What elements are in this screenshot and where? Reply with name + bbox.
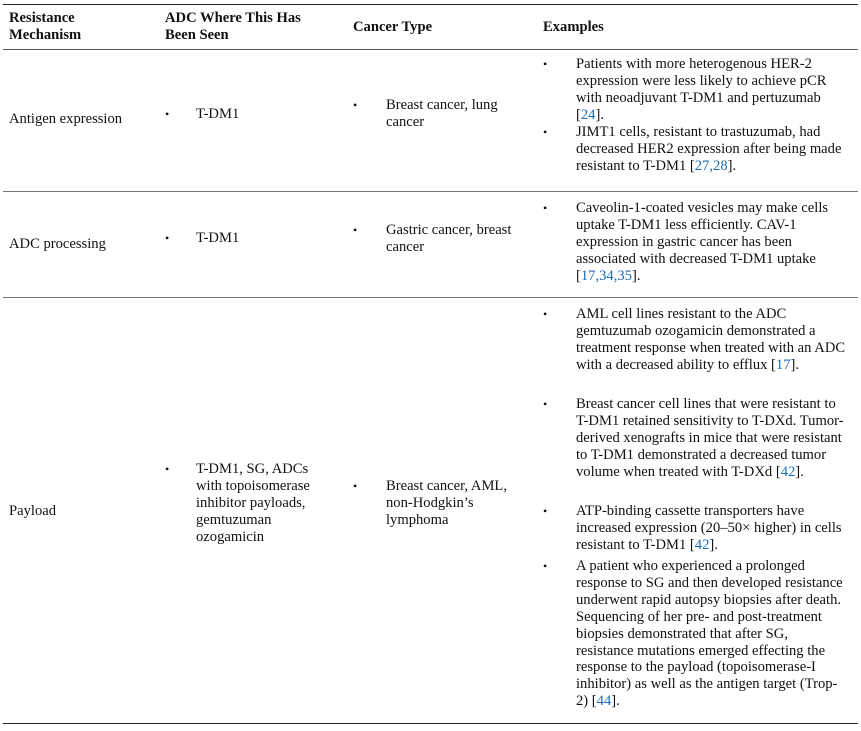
row3-example4: A patient who experienced a prolonged response to SG and then developed resistance underwent rapid autopsy biopsies after death. Sequencing of her pre- and post-treatment biopsies demonstrated that after SG, resistance mutations emerged effecting the response to the payload (topoisomerase-I inhibitor) as well as the antigen target (Trop-2) [44]. <box>576 558 843 710</box>
row1-adc: T-DM1 <box>196 106 240 122</box>
row-divider <box>3 191 858 192</box>
row1-example1: Patients with more heterogenous HER-2 expression were less likely to achieve pCR with neoadjuvant T-DM1 and pertuzumab [24]. <box>576 56 827 123</box>
citation-link[interactable]: 42 <box>780 463 796 480</box>
row1-cancer-bullet: • <box>353 98 358 112</box>
citation-link[interactable]: 27,28 <box>694 157 728 174</box>
header-mechanism: Resistance Mechanism <box>9 10 82 43</box>
row2-cancer: Gastric cancer, breast cancer <box>386 222 512 255</box>
row3-example2-bullet: • <box>543 397 548 411</box>
row-divider <box>3 297 858 298</box>
header-cancer-type: Cancer Type <box>353 19 433 35</box>
citation-link[interactable]: 17,34,35 <box>580 267 632 284</box>
header-adc: ADC Where This Has Been Seen <box>165 10 301 43</box>
row1-example2-bullet: • <box>543 125 548 139</box>
row3-example3: ATP-binding cassette transporters have increased expression (20–50× higher) in cells resistant to T-DM1 [42]. <box>576 503 842 553</box>
header-rule <box>3 49 858 50</box>
table-bottom-rule <box>3 723 858 724</box>
row3-adc-bullet: • <box>165 462 170 476</box>
row3-example2: Breast cancer cell lines that were resistant to T-DM1 retained sensitivity to T-DXd. Tumor-derived xenografts in mice that were resistant to T-DM1 demonstrated a decreased tumor volume when treated with T-DXd [42]. <box>576 396 844 480</box>
table-top-rule <box>3 4 858 5</box>
row1-example2: JIMT1 cells, resistant to trastuzumab, had decreased HER2 expression after being made resistant to T-DM1 [27,28]. <box>576 124 842 174</box>
row1-mechanism: Antigen expression <box>9 111 123 127</box>
row2-example1: Caveolin-1-coated vesicles may make cells uptake T-DM1 less efficiently. CAV-1 expression in gastric cancer has been associated with decreased T-DM1 uptake [17,34,35]. <box>576 200 829 284</box>
row3-example3-bullet: • <box>543 504 548 518</box>
citation-link[interactable]: 24 <box>580 106 596 123</box>
row1-example1-bullet: • <box>543 57 548 71</box>
header-examples: Examples <box>543 19 604 35</box>
row3-example1: AML cell lines resistant to the ADC gemtuzumab ozogamicin demonstrated a treatment response when treated with an ADC with a decreased ability to efflux [17]. <box>576 306 846 373</box>
row1-cancer: Breast cancer, lung cancer <box>386 97 498 130</box>
row2-adc: T-DM1 <box>196 230 240 246</box>
row2-example1-bullet: • <box>543 201 548 215</box>
row3-adc: T-DM1, SG, ADCs with topoisomerase inhibitor payloads, gemtuzuman ozogamicin <box>196 461 310 545</box>
citation-link[interactable]: 44 <box>596 693 612 710</box>
row2-adc-bullet: • <box>165 231 170 245</box>
citation-link[interactable]: 17 <box>775 356 791 373</box>
row3-cancer-bullet: • <box>353 479 358 493</box>
citation-link[interactable]: 42 <box>694 536 710 553</box>
row2-cancer-bullet: • <box>353 223 358 237</box>
row3-cancer: Breast cancer, AML, non-Hodgkin’s lymphoma <box>386 478 507 528</box>
row3-example1-bullet: • <box>543 307 548 321</box>
row2-mechanism: ADC processing <box>9 236 106 252</box>
row1-adc-bullet: • <box>165 107 170 121</box>
row3-mechanism: Payload <box>9 503 57 519</box>
row3-example4-bullet: • <box>543 559 548 573</box>
